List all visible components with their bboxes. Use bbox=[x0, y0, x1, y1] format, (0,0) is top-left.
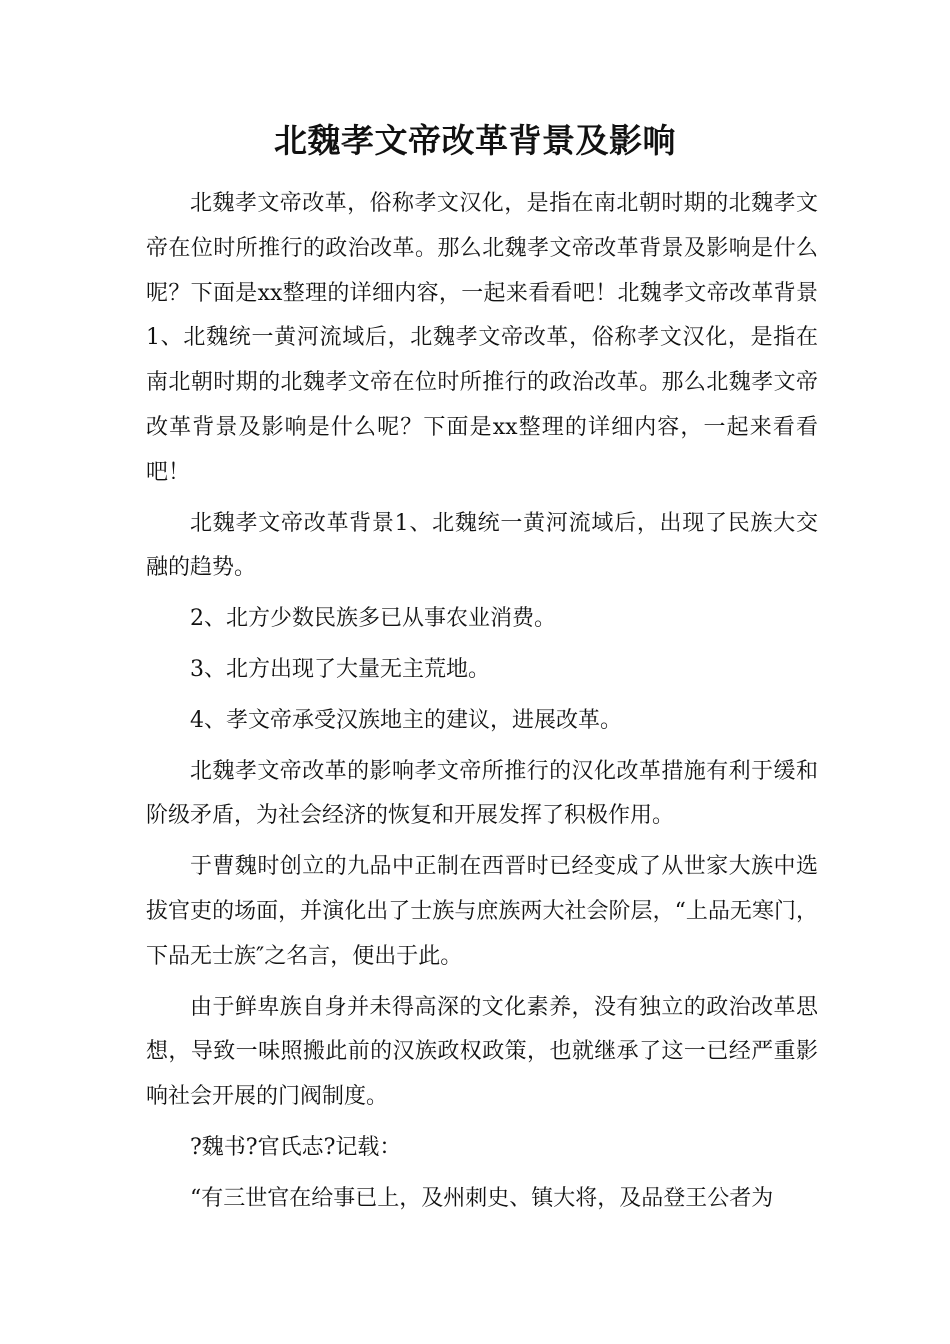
paragraph-5: 4、孝文帝承受汉族地主的建议，进展改革。 bbox=[190, 707, 622, 733]
paragraph-8: 由于鲜卑族自身并未得高深的文化素养，没有独立的政治改革思想，导致一味照搬此前的汉族政权政策，也就继承了这一已经严重影响社会开展的门阀制度。 bbox=[146, 994, 818, 1110]
paragraph-3: 2、北方少数民族多已从事农业消费。 bbox=[190, 606, 556, 632]
paragraph-4: 3、北方出现了大量无主荒地。 bbox=[190, 656, 490, 682]
paragraph-7: 于曹魏时创立的九品中正制在西晋时已经变成了从世家大族中选拔官吏的场面，并演化出了士族与庶族两大社会阶层，“上品无寒门，下品无士族″之名言，便出于此。 bbox=[146, 854, 818, 969]
paragraph-10: “有三世官在给事已上，及州刺史、镇大将，及品登王公者为 bbox=[190, 1185, 774, 1211]
document-title: 北魏孝文帝改革背景及影响 bbox=[274, 121, 676, 160]
paragraph-2: 北魏孝文帝改革背景1、北魏统一黄河流域后，出现了民族大交融的趋势。 bbox=[146, 510, 818, 581]
paragraph-1: 北魏孝文帝改革，俗称孝文汉化，是指在南北朝时期的北魏孝文帝在位时所推行的政治改革。那么北魏孝文帝改革背景及影响是什么呢？下面是xx整理的详细内容，一起来看看吧！北魏孝文帝改革背景1、北魏统一黄河流域后，北魏孝文帝改革，俗称孝文汉化，是指在南北朝时期的北魏孝文帝在位时所推行的政治改革。那么北魏孝文帝改革背景及影响是什么呢？下面是xx整理的详细内容，一起来看看吧！ bbox=[146, 191, 818, 485]
paragraph-9: ?魏书?官氏志?记载： bbox=[190, 1134, 402, 1160]
document-body bbox=[146, 182, 818, 1228]
paragraph-6: 北魏孝文帝改革的影响孝文帝所推行的汉化改革措施有利于缓和阶级矛盾，为社会经济的恢复和开展发挥了积极作用。 bbox=[146, 758, 818, 829]
